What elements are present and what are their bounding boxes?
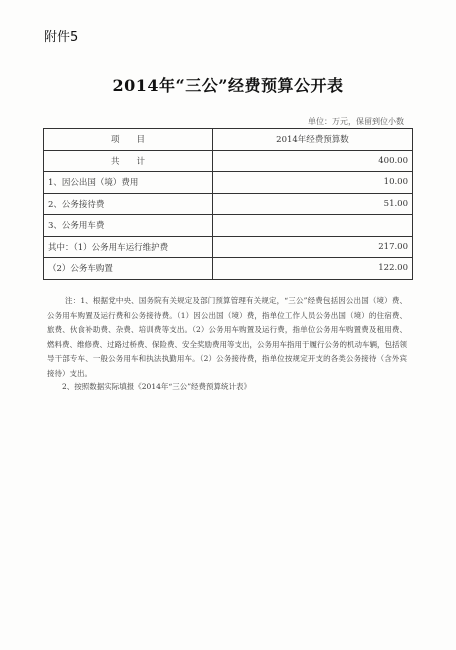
header-item: 项 目 [44,129,213,151]
table-row [44,236,413,258]
header-value: 2014年经费预算数 [213,129,413,151]
table-row [44,258,413,280]
row-value [213,215,413,237]
unit-note: 单位：万元，保留到位小数 [308,117,404,126]
row-value: 10.00 [213,172,413,194]
row-value-total: 400.00 [213,150,413,172]
row-label: （2）公务车购置 [44,258,213,280]
table-row [44,150,413,172]
table-header-row [44,129,413,151]
table-row [44,172,413,194]
table-row [44,215,413,237]
table-row [44,193,413,215]
row-label: 2、公务接待费 [44,193,213,215]
row-value: 217.00 [213,236,413,258]
footnote-2: 2、按照数据实际填报《2014年“三公”经费预算统计表》 [62,382,252,391]
attachment-label: 附件5 [44,30,79,45]
budget-table [43,128,413,280]
row-label-total: 共 计 [44,150,213,172]
row-value: 51.00 [213,193,413,215]
row-label: 1、因公出国（境）费用 [44,172,213,194]
row-label: 其中：（1）公务用车运行维护费 [44,236,213,258]
row-label: 3、公务用车费 [44,215,213,237]
row-value: 122.00 [213,258,413,280]
footnote-1: 注：1、根据党中央、国务院有关规定及部门预算管理有关规定，“三公”经费包括因公出国（境）费、公务用车购置及运行费和公务接待费。（1）因公出国（境）费，指单位工作人员公务出国（境）的住宿费、旅费、伙食补助费、杂费、培训费等支出。（2）公务用车购置及运行费，指单位公务用车购置费及租用费、燃料费、维修费、过路过桥费、保险费、安全奖励费用等支出，公务用车指用于履行公务的机动车辆，包括领导干部专车、一般公务用车和执法执勤用车。（2）公务接待费，指单位按规定开支的各类公务接待（含外宾接待）支出。 [47,296,407,378]
page-title: 2014年“三公”经费预算公开表 [112,76,344,95]
